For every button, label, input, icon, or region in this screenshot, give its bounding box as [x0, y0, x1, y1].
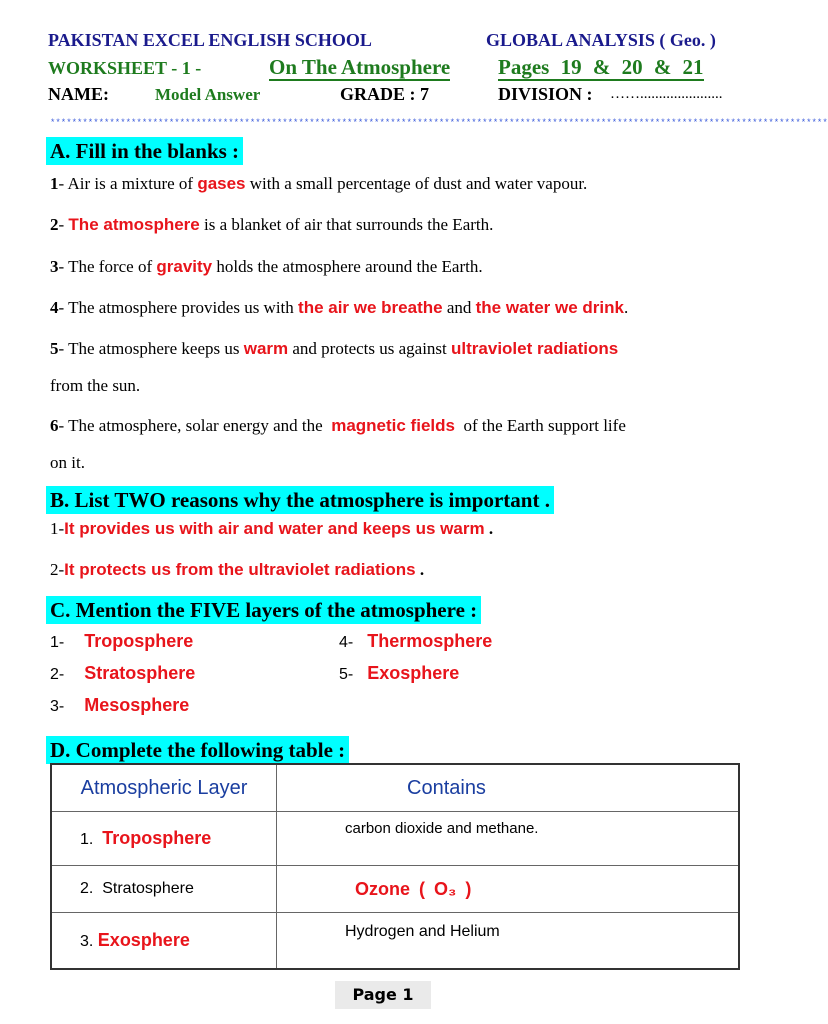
header-layer: Atmospheric Layer: [51, 764, 277, 812]
layer-item: 4- Thermosphere: [339, 631, 493, 651]
blank-q5-cont: from the sun.: [50, 376, 141, 395]
section-c-title: C. Mention the FIVE layers of the atmosphere :: [46, 596, 481, 624]
layer-item: 2- Stratosphere: [50, 663, 196, 683]
table-row: [51, 812, 739, 866]
table-row: [51, 866, 739, 913]
row-layer: 1. Troposphere: [51, 812, 277, 866]
layers-table: [50, 763, 740, 970]
blank-q4: 4- The atmosphere provides us with the air we breathe and the water we drink.: [50, 298, 629, 317]
pages-reference: Pages 19 & 20 & 21: [498, 55, 704, 79]
answer-water: the water we drink: [475, 298, 624, 317]
reason-1: 1-It provides us with air and water and keeps us warm .: [50, 519, 494, 538]
row-contains: Ozone ( O₃ ): [277, 866, 740, 913]
layer-item: 1- Troposphere: [50, 631, 194, 651]
layer-item: 3- Mesosphere: [50, 695, 190, 715]
row-layer: 2. Stratosphere: [51, 866, 277, 913]
answer-air: the air we breathe: [298, 298, 443, 317]
grade-label: GRADE : 7: [340, 84, 429, 104]
blank-q6: 6- The atmosphere, solar energy and the magnetic fields of the Earth support life: [50, 416, 626, 435]
worksheet-topic: On The Atmosphere: [269, 55, 451, 79]
answer-gases: gases: [197, 174, 246, 193]
name-value: Model Answer: [155, 85, 261, 104]
divider: ************************************************************************************************************************************************: [50, 118, 828, 128]
row-layer: 3. Exosphere: [51, 913, 277, 970]
header-contains: Contains: [277, 764, 740, 812]
answer-atmosphere: The atmosphere: [68, 215, 200, 234]
blank-q1: 1- Air is a mixture of gases with a small percentage of dust and water vapour.: [50, 174, 588, 193]
page-number: Page 1: [335, 981, 431, 1009]
worksheet-label: WORKSHEET - 1 -: [48, 58, 202, 78]
table-row: [51, 913, 739, 970]
subject-title: GLOBAL ANALYSIS ( Geo. ): [486, 30, 716, 50]
answer-gravity: gravity: [156, 257, 213, 276]
row-contains: carbon dioxide and methane.: [277, 812, 740, 866]
blank-q3: 3- The force of gravity holds the atmosphere around the Earth.: [50, 257, 483, 276]
school-name: PAKISTAN EXCEL ENGLISH SCHOOL: [48, 30, 372, 50]
reason-1-answer: It provides us with air and water and keeps us warm: [64, 519, 485, 538]
blank-q6-cont: on it.: [50, 453, 85, 472]
answer-ultraviolet: ultraviolet radiations: [451, 339, 619, 358]
name-label: NAME:: [48, 84, 109, 104]
section-b-title: B. List TWO reasons why the atmosphere is important .: [46, 486, 554, 514]
section-a-title: A. Fill in the blanks :: [46, 137, 243, 165]
table-header-row: [51, 764, 739, 812]
reason-2-answer: It protects us from the ultraviolet radiations: [64, 560, 416, 579]
blank-q2: 2- The atmosphere is a blanket of air that surrounds the Earth.: [50, 215, 494, 234]
division-blank: ……......................: [610, 86, 723, 102]
answer-warm: warm: [243, 339, 289, 358]
layer-item: 5- Exosphere: [339, 663, 460, 683]
section-d-title: D. Complete the following table :: [46, 736, 349, 764]
reason-2: 2-It protects us from the ultraviolet radiations .: [50, 560, 425, 579]
row-contains: Hydrogen and Helium: [277, 913, 740, 970]
answer-magnetic: magnetic fields: [331, 416, 455, 435]
division-label: DIVISION :: [498, 84, 593, 104]
blank-q5: 5- The atmosphere keeps us warm and protects us against ultraviolet radiations: [50, 339, 619, 358]
